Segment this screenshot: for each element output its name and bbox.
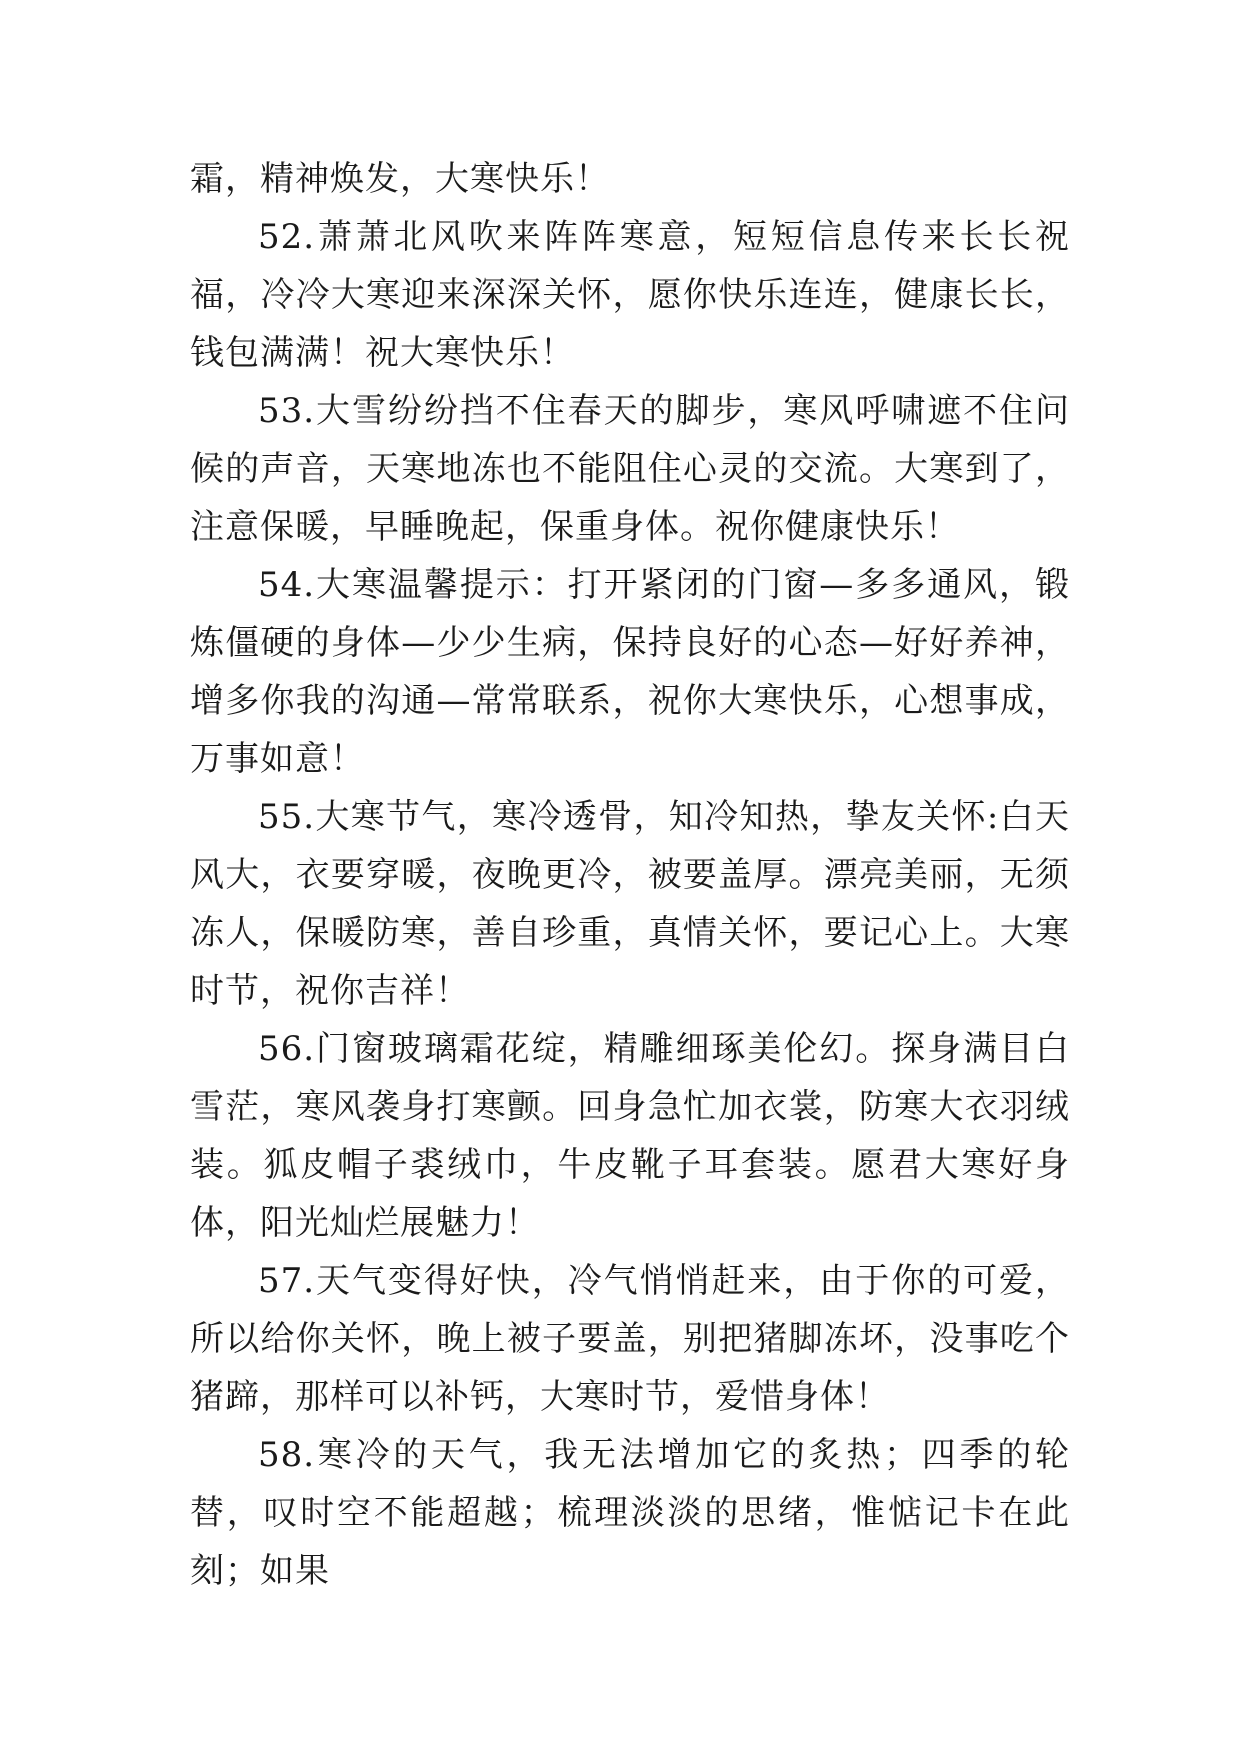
document-body: [190, 150, 1070, 1600]
paragraph-55: 55.大寒节气，寒冷透骨，知冷知热，挚友关怀:白天风大，衣要穿暖，夜晚更冷，被要盖厚。漂亮美丽，无须冻人，保暖防寒，善自珍重，真情关怀，要记心上。大寒时节，祝你吉祥！: [190, 797, 1070, 1011]
paragraph-52: 52.萧萧北风吹来阵阵寒意，短短信息传来长长祝福，冷冷大寒迎来深深关怀，愿你快乐连连，健康长长，钱包满满！祝大寒快乐！: [190, 217, 1070, 373]
paragraph-54: 54.大寒温馨提示：打开紧闭的门窗—多多通风，锻炼僵硬的身体—少少生病，保持良好的心态—好好养神，增多你我的沟通—常常联系，祝你大寒快乐，心想事成，万事如意！: [190, 565, 1070, 779]
paragraph-56: 56.门窗玻璃霜花绽，精雕细琢美伦幻。探身满目白雪茫，寒风袭身打寒颤。回身急忙加衣裳，防寒大衣羽绒装。狐皮帽子裘绒巾，牛皮靴子耳套装。愿君大寒好身体，阳光灿烂展魅力！: [190, 1029, 1070, 1243]
paragraph-51-continuation: 霜，精神焕发，大寒快乐！: [190, 159, 610, 199]
paragraph-58: 58.寒冷的天气，我无法增加它的炙热；四季的轮替，叹时空不能超越；梳理淡淡的思绪，惟惦记卡在此刻；如果: [190, 1435, 1070, 1591]
paragraph-57: 57.天气变得好快，冷气悄悄赶来，由于你的可爱，所以给你关怀，晚上被子要盖，别把猪脚冻坏，没事吃个猪蹄，那样可以补钙，大寒时节，爱惜身体！: [190, 1261, 1070, 1417]
paragraph-53: 53.大雪纷纷挡不住春天的脚步，寒风呼啸遮不住问候的声音，天寒地冻也不能阻住心灵的交流。大寒到了，注意保暖，早睡晚起，保重身体。祝你健康快乐！: [190, 391, 1070, 547]
